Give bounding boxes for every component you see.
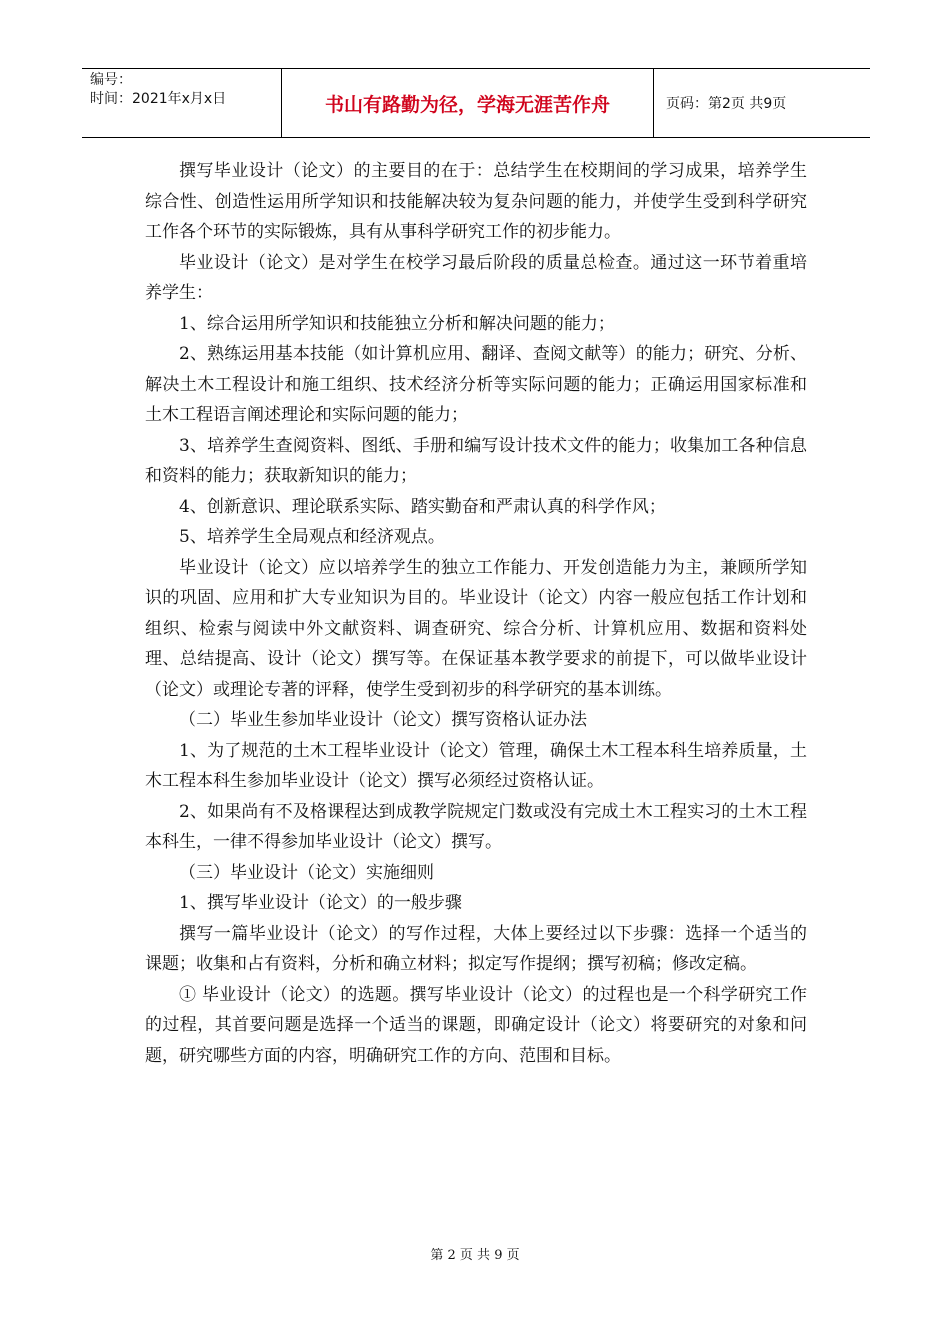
list-item: 3、培养学生查阅资料、图纸、手册和编写设计技术文件的能力；收集加工各种信息和资料的能力；获取新知识的能力； [145, 435, 807, 486]
header-page-label: 页码：第2页 共9页 [666, 96, 787, 112]
paragraph: 撰写一篇毕业设计（论文）的写作过程，大体上要经过以下步骤：选择一个适当的课题；收集和占有资料，分析和确立材料；拟定写作提纲；撰写初稿；修改定稿。 [145, 923, 807, 974]
paragraph: 毕业设计（论文）应以培养学生的独立工作能力、开发创造能力为主，兼顾所学知识的巩固、应用和扩大专业知识为目的。毕业设计（论文）内容一般应包括工作计划和组织、检索与阅读中外文献资料、调查研究、综合分析、计算机应用、数据和资料处理、总结提高、设计（论文）撰写等。在保证基本教学要求的前提下，可以做毕业设计（论文）或理论专著的评释，使学生受到初步的科学研究的基本训练。 [145, 557, 807, 700]
paragraph: 毕业设计（论文）是对学生在校学习最后阶段的质量总检查。通过这一环节着重培养学生： [145, 252, 807, 303]
list-item: 1、为了规范的土木工程毕业设计（论文）管理，确保土木工程本科生培养质量，土木工程本科生参加毕业设计（论文）撰写必须经过资格认证。 [145, 740, 807, 791]
paragraph: 撰写毕业设计（论文）的主要目的在于：总结学生在校期间的学习成果，培养学生综合性、创造性运用所学知识和技能解决较为复杂问题的能力，并使学生受到科学研究工作各个环节的实际锻炼，具有从事科学研究工作的初步能力。 [145, 161, 807, 242]
list-item: 2、如果尚有不及格课程达到成教学院规定门数或没有完成土木工程实习的土木工程本科生，一律不得参加毕业设计（论文）撰写。 [145, 801, 807, 852]
section-heading: （三）毕业设计（论文）实施细则 [179, 862, 434, 883]
time-label: 时间：2021年x月x日 [90, 91, 227, 107]
list-item: 4、创新意识、理论联系实际、踏实勤奋和严肃认真的科学作风； [179, 496, 666, 517]
document-body [145, 156, 807, 1071]
list-item: 2、熟练运用基本技能（如计算机应用、翻译、查阅文献等）的能力；研究、分析、解决土木工程设计和施工组织、技术经济分析等实际问题的能力；正确运用国家标准和土木工程语言阐述理论和实际问题的能力； [145, 344, 807, 425]
header-motto: 书山有路勤为径，学海无涯苦作舟 [282, 69, 654, 137]
number-label: 编号： [90, 72, 132, 88]
header-meta [82, 69, 282, 137]
paragraph: ① 毕业设计（论文）的选题。撰写毕业设计（论文）的过程也是一个科学研究工作的过程，其首要问题是选择一个适当的课题，即确定设计（论文）将要研究的对象和问题，研究哪些方面的内容，明确研究工作的方向、范围和目标。 [145, 984, 807, 1066]
list-item: 5、培养学生全局观点和经济观点。 [179, 527, 445, 547]
page-footer: 第 2 页 共 9 页 [430, 1248, 520, 1263]
subsection-heading: 1、撰写毕业设计（论文）的一般步骤 [179, 893, 462, 913]
section-heading: （二）毕业生参加毕业设计（论文）撰写资格认证办法 [179, 710, 587, 730]
page-header [82, 68, 870, 138]
list-item: 1、综合运用所学知识和技能独立分析和解决问题的能力； [179, 313, 615, 334]
